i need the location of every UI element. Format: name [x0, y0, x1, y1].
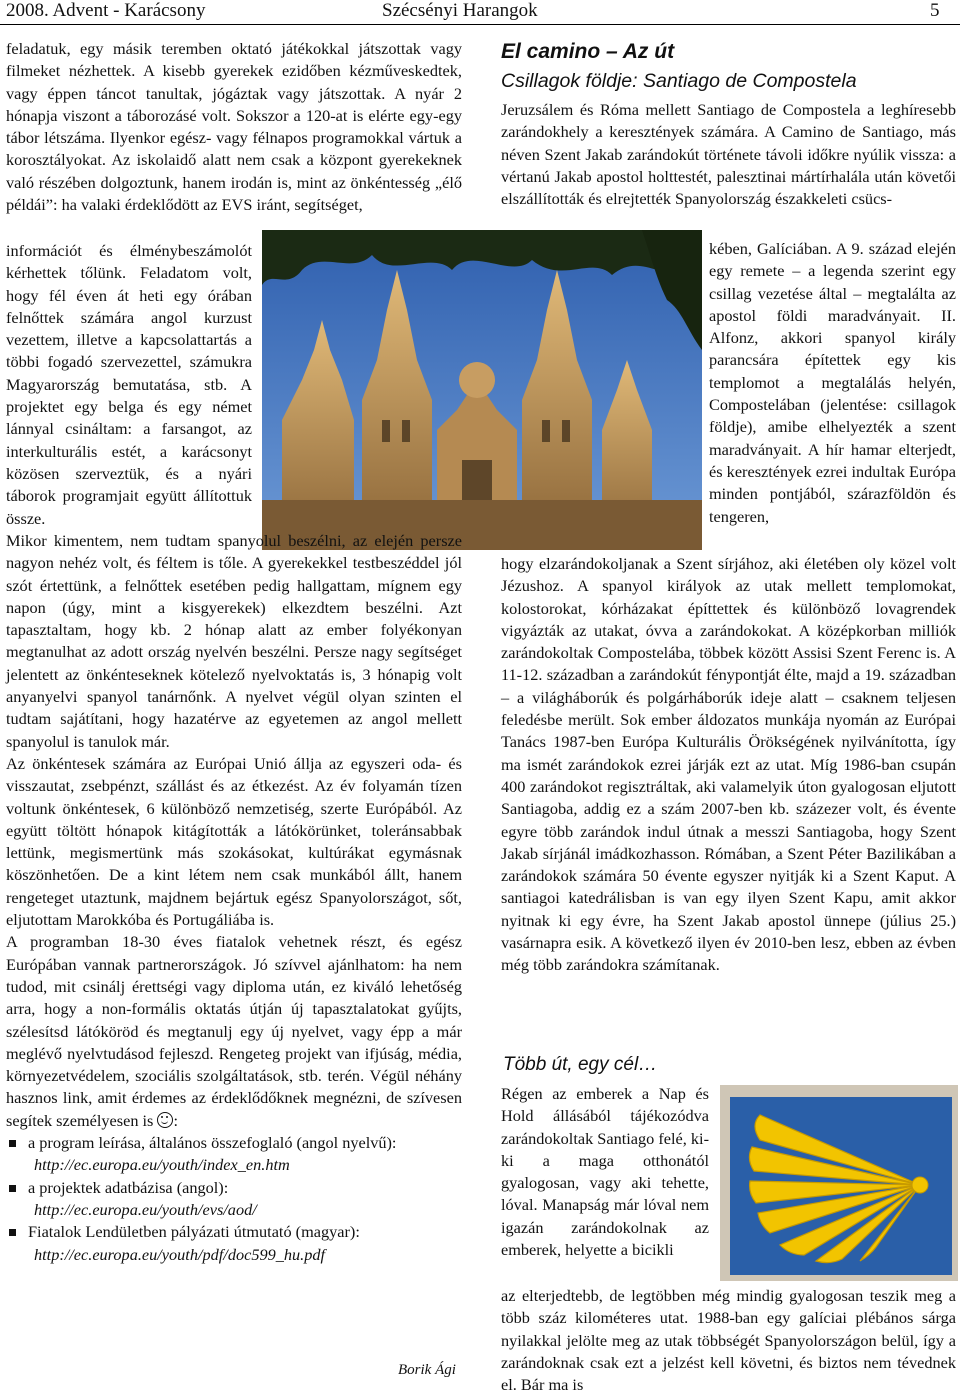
list-item: [6, 1177, 462, 1222]
scallop-shell-icon: [720, 1085, 958, 1281]
left-paragraph-intro: feladatuk, egy másik teremben oktató játékokkal játszottak vagy filmeket nézhettek. A kisebb gyerekek ezidőben kézműveskedtek, vagy éppen táncot tanultak, jógáztak vagy játszottak. A nyár 2 hónapja viszont a táborozásé volt. Sokszor a 120-at is elérte egy-egy tábor létszáma. Ilyenkor egész- vagy félnapos programokkal vártuk a korosztályokat. Az iskolaidő alatt nem csak a központ gyerekeknek való részében dolgoztunk, hanem irodán is, mint az önkéntesség „élő példái”: ha valaki érdeklődött az EVS iránt, segítséget,: [6, 39, 462, 215]
link-label: Fiatalok Lendületben pályázati útmutató (magyar):: [28, 1222, 360, 1242]
right-column-wrap-2: [501, 1083, 709, 1261]
right-column-bottom: [501, 553, 956, 977]
section-heading: Több út, egy cél…: [503, 1054, 658, 1075]
right-column-bottom-2: [501, 1285, 956, 1396]
right-column-top: [501, 37, 956, 210]
left-paragraph-language: Mikor kimentem, nem tudtam spanyolul beszélni, az elején persze nagyon nehéz volt, és féltem is tőle. A gyerekekkel testbeszéddel jól szót értettünk, a felnőttek esetében pedig hallgattam, mígnem egy napon (úgy, mint a kisgyerekek) elkezdtem beszélni. Azt tapasztaltam, hogy kb. 2 hónap alatt az ember folyékonyan megtanulhat az adott ország nyelvén beszélni. Persze nagy segítséget jelentett az önkénteseknek kötelező nyelvoktatás is, 3 hónapig volt anyanyelvi spanyol tanárnőnk. A nyelvet végül olyan szinten el tudtam sajátítani, hogy hazatérve az egyetemen az angol mellett spanyolul is tanulok már.: [6, 531, 462, 751]
article-title: El camino – Az út: [501, 40, 675, 63]
right-paragraph-wrap: kében, Galíciában. A 9. század elején egy remete – a legenda szerint egy csillag vezetése által – megtalálta az apostol földi maradványait. II. Alfonz, akkori spanyol király parancsára építettek egy kis templomot a megtalálás helyén, Compostelában (jelentése: csillagok földje), amibe elhelyezték a szent maradványait. A hír hamar elterjedt, és keresztények ezrei indultak Európa minden pontjából, szárazföldön és tengeren,: [709, 239, 956, 526]
header-issue: 2008. Advent - Karácsony: [6, 0, 206, 21]
left-paragraph-program-text: A programban 18-30 éves fiatalok vehetnek részt, és egész Európában vannak partnerországok. Jó szívvel ajánlhatom: ha nem tudod, mit csinálj érettségi vagy diploma után, ez kiváló lehetőség arra, hogy a non-formális oktatás útján új tapasztalatokat gyűjts, szélesítsd látóköröd és megtanulj egy új nyelvet, vagy épp a már meglévő nyelvtudásod fejleszd. Rengeteg projekt van ifjúság, média, környezetvédelem, szociális szolgáltatások, stb. terén. Végül néhány hasznos link, amit érdemes az érdeklődőknek megnézni, de szívesen segítek személyesen is: [6, 932, 462, 1130]
link-label: a projektek adatbázisa (angol):: [28, 1177, 229, 1197]
smiley-icon: [157, 1112, 173, 1128]
link-list: [6, 1132, 462, 1266]
right-paragraph-cycling: az elterjedtebb, de legtöbben még mindig gyalogosan teszik meg a több száz kilométeres utat. 1988-ban egy galíciai plébános sárga nyilakkal jelölte meg az utak többségét Spanyolországon belül, így a zarándoknak csak ezt a jelzést kell követni, és biztos nem tévednek el. Bár ma is: [501, 1286, 956, 1395]
article-subtitle: Csillagok földje: Santiago de Compostela: [501, 70, 857, 92]
left-column-wrap: [6, 240, 252, 530]
right-column-wrap: [709, 238, 956, 528]
link-url[interactable]: http://ec.europa.eu/youth/evs/aod/: [34, 1199, 257, 1219]
list-item: [6, 1132, 462, 1177]
right-paragraph-history: hogy elzarándokoljanak a Szent sírjához, aki életében oly közel volt Jézushoz. A spanyol királyok az utak mellett templomokat, kolostorokat, kórházakat építtettek és különböző lovagrendek vigyázták az utakat, óvva a zarándokokat. A középkorban milliók zarándokoltak Compostelába, többek között Assisi Szent Ferenc is. A 11-12. században a zarándokút fénypontját élte, majd a 19. században – a világháborúk és polgárháborúk ideje alatt – csaknem teljesen feledésbe merült. Sok ember áldozatos munkája nyomán az Európai Tanács 1987-ben Európa Kulturális Örökségének nyilvánította, így ma ismét zarándokok ezrei járják ezt az utat. Míg 1986-ban csupán 400 zarándokot regisztráltak, aki valamelyik úton gyalogosan eljutott Santiagoba, addig ez a szám 2007-ben kb. százezer volt, és évente egyre több zarándok indul útnak a messzi Santiagoba, hogy Szent Jakab sírjánál imádkozhasson. Rómában, a Szent Péter Bazilikában a zarándokok számára 50 évente egyszer nyitják ki a Szent Kaput. A santiagoi katedrálisban is van egy ilyen Szent Kapu, amit akkor nyitnak ki egy évre, ha Szent Jakab apostol ünnepe (július 25.) vasárnapra esik. A következő ilyen év 2010-ben lesz, ebben az évben még több zarándokra számítanak.: [501, 554, 956, 975]
page-header: [0, 0, 960, 25]
right-paragraph-travel: Régen az emberek a Nap és Hold állásából tájékozódva zarándokoltak Santiago felé, ki-ki a maga otthonától gyalogosan, vagy aki tehette, lóval. Manapság már lóval nem igazán zarándokolnak az emberek, helyette a bicikli: [501, 1084, 709, 1260]
header-publication: Szécsényi Harangok: [382, 0, 538, 21]
cathedral-photo: [262, 230, 702, 550]
list-item: [6, 1221, 462, 1266]
left-paragraph-eu: Az önkéntesek számára az Európai Unió állja az egyszeri oda- és visszautat, zsebpénzt, szállást és az étkezést. Az év folyamán tízen voltunk önkéntesek, 6 különböző nemzetiség, szerte Európából. Az együtt töltött hónapok kitágították a látókörünket, toleránsabbak lettünk, megismertünk más szokásokat, kultúrákat egymásnak köszönhetően. De a kint létem nem csak munkából állt, hanem rengeteget utaztunk, majdnem bejártuk egész Spanyolországot, sőt, eljutottam Marokkóba és Portugáliába is.: [6, 753, 462, 930]
left-column-top: [6, 38, 462, 216]
left-paragraph-program: A programban 18-30 éves fiatalok vehetnek részt, és egész Európában vannak partnerországok. Jó szívvel ajánlhatom: ha nem tudod, mit csinálj érettségi vagy diploma után, ez kiváló lehetőség arra, hogy a non-formális oktatás útján új tapasztalatokat gyűjts, szélesítsd látóköröd és megtanulj egy új nyelvet, vagy épp a már meglévő nyelvtudásod fejleszd. Rengeteg projekt van ifjúság, média, környezetvédelem, szociális szolgáltatások, stb. terén. Végül néhány hasznos link, amit érdemes az érdeklődőknek megnézni, de szívesen segítek személyesen is :: [6, 932, 462, 1130]
link-url[interactable]: http://ec.europa.eu/youth/pdf/doc599_hu.pdf: [34, 1244, 326, 1264]
left-paragraph-wrap: információt és élménybeszámolót kérhettek tőlünk. Feladatom volt, hogy fél éven át heti egy órában felnőttek számára angol kurzust vezettem, illetve a kapcsolattartás a többi fogadó szervezettel, számukra Magyarország bemutatása, stb. A projektet egy belga és egy német lánnyal csináltam: a farsangot, az interkulturális estét, a karácsonyt közösen szerveztük, és a nyári táborok programjait együtt állítottuk össze.: [6, 241, 252, 528]
link-label: a program leírása, általános összefoglaló (angol nyelvű):: [28, 1133, 397, 1153]
author-signature: Borik Ági: [398, 1362, 456, 1378]
right-paragraph-intro: Jeruzsálem és Róma mellett Santiago de Compostela a leghíresebb zarándokhely a keresztények számára. A Camino de Santiago, más néven Szent Jakab zarándokút története távoli időkre nyúlik vissza: a vértanú Jakab apostol holttestét, palesztinai mártírhalála után követői elszállították és elrejtették Spanyolország északkeleti csücs-: [501, 100, 956, 209]
left-column-bottom: [6, 530, 462, 1266]
link-url[interactable]: http://ec.europa.eu/youth/index_en.htm: [34, 1155, 290, 1175]
page-number: 5: [930, 0, 940, 21]
